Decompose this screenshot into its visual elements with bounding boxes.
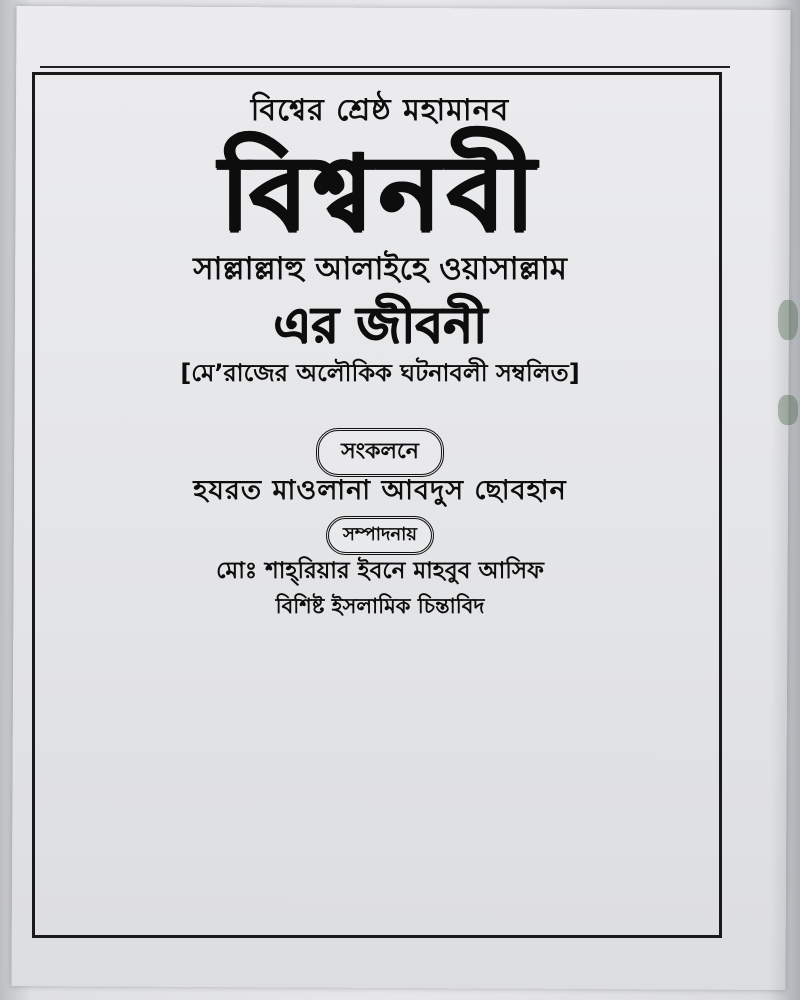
book-subtitle: এর জীবনী (273, 296, 487, 354)
edited-badge-wrap (40, 516, 720, 555)
editor-name: মোঃ শাহ্‌রিয়ার ইবনে মাহবুব আসিফ (216, 558, 544, 584)
frame-top-rule (40, 66, 730, 68)
compiled-badge: সংকলনে (316, 428, 444, 477)
compiler-name: হযরত মাওলানা আবদুস ছোবহান (193, 475, 567, 506)
editor-role: বিশিষ্ট ইসলামিক চিন্তাবিদ (275, 594, 485, 618)
book-note: [মে’রাজের অলৌকিক ঘটনাবলী সম্বলিত] (180, 359, 580, 387)
cover-kicker: বিশ্বের শ্রেষ্ঠ মহামানব (250, 93, 510, 128)
edge-stain (778, 300, 798, 340)
paper-shadow (770, 0, 800, 1000)
book-title: বিশ্বনবী (219, 132, 541, 254)
salutation-line: সাল্লাল্লাহু আলাইহে ওয়াসাল্লাম (193, 251, 567, 287)
edited-badge: সম্পাদনায় (326, 516, 434, 555)
edge-stain (778, 395, 798, 425)
